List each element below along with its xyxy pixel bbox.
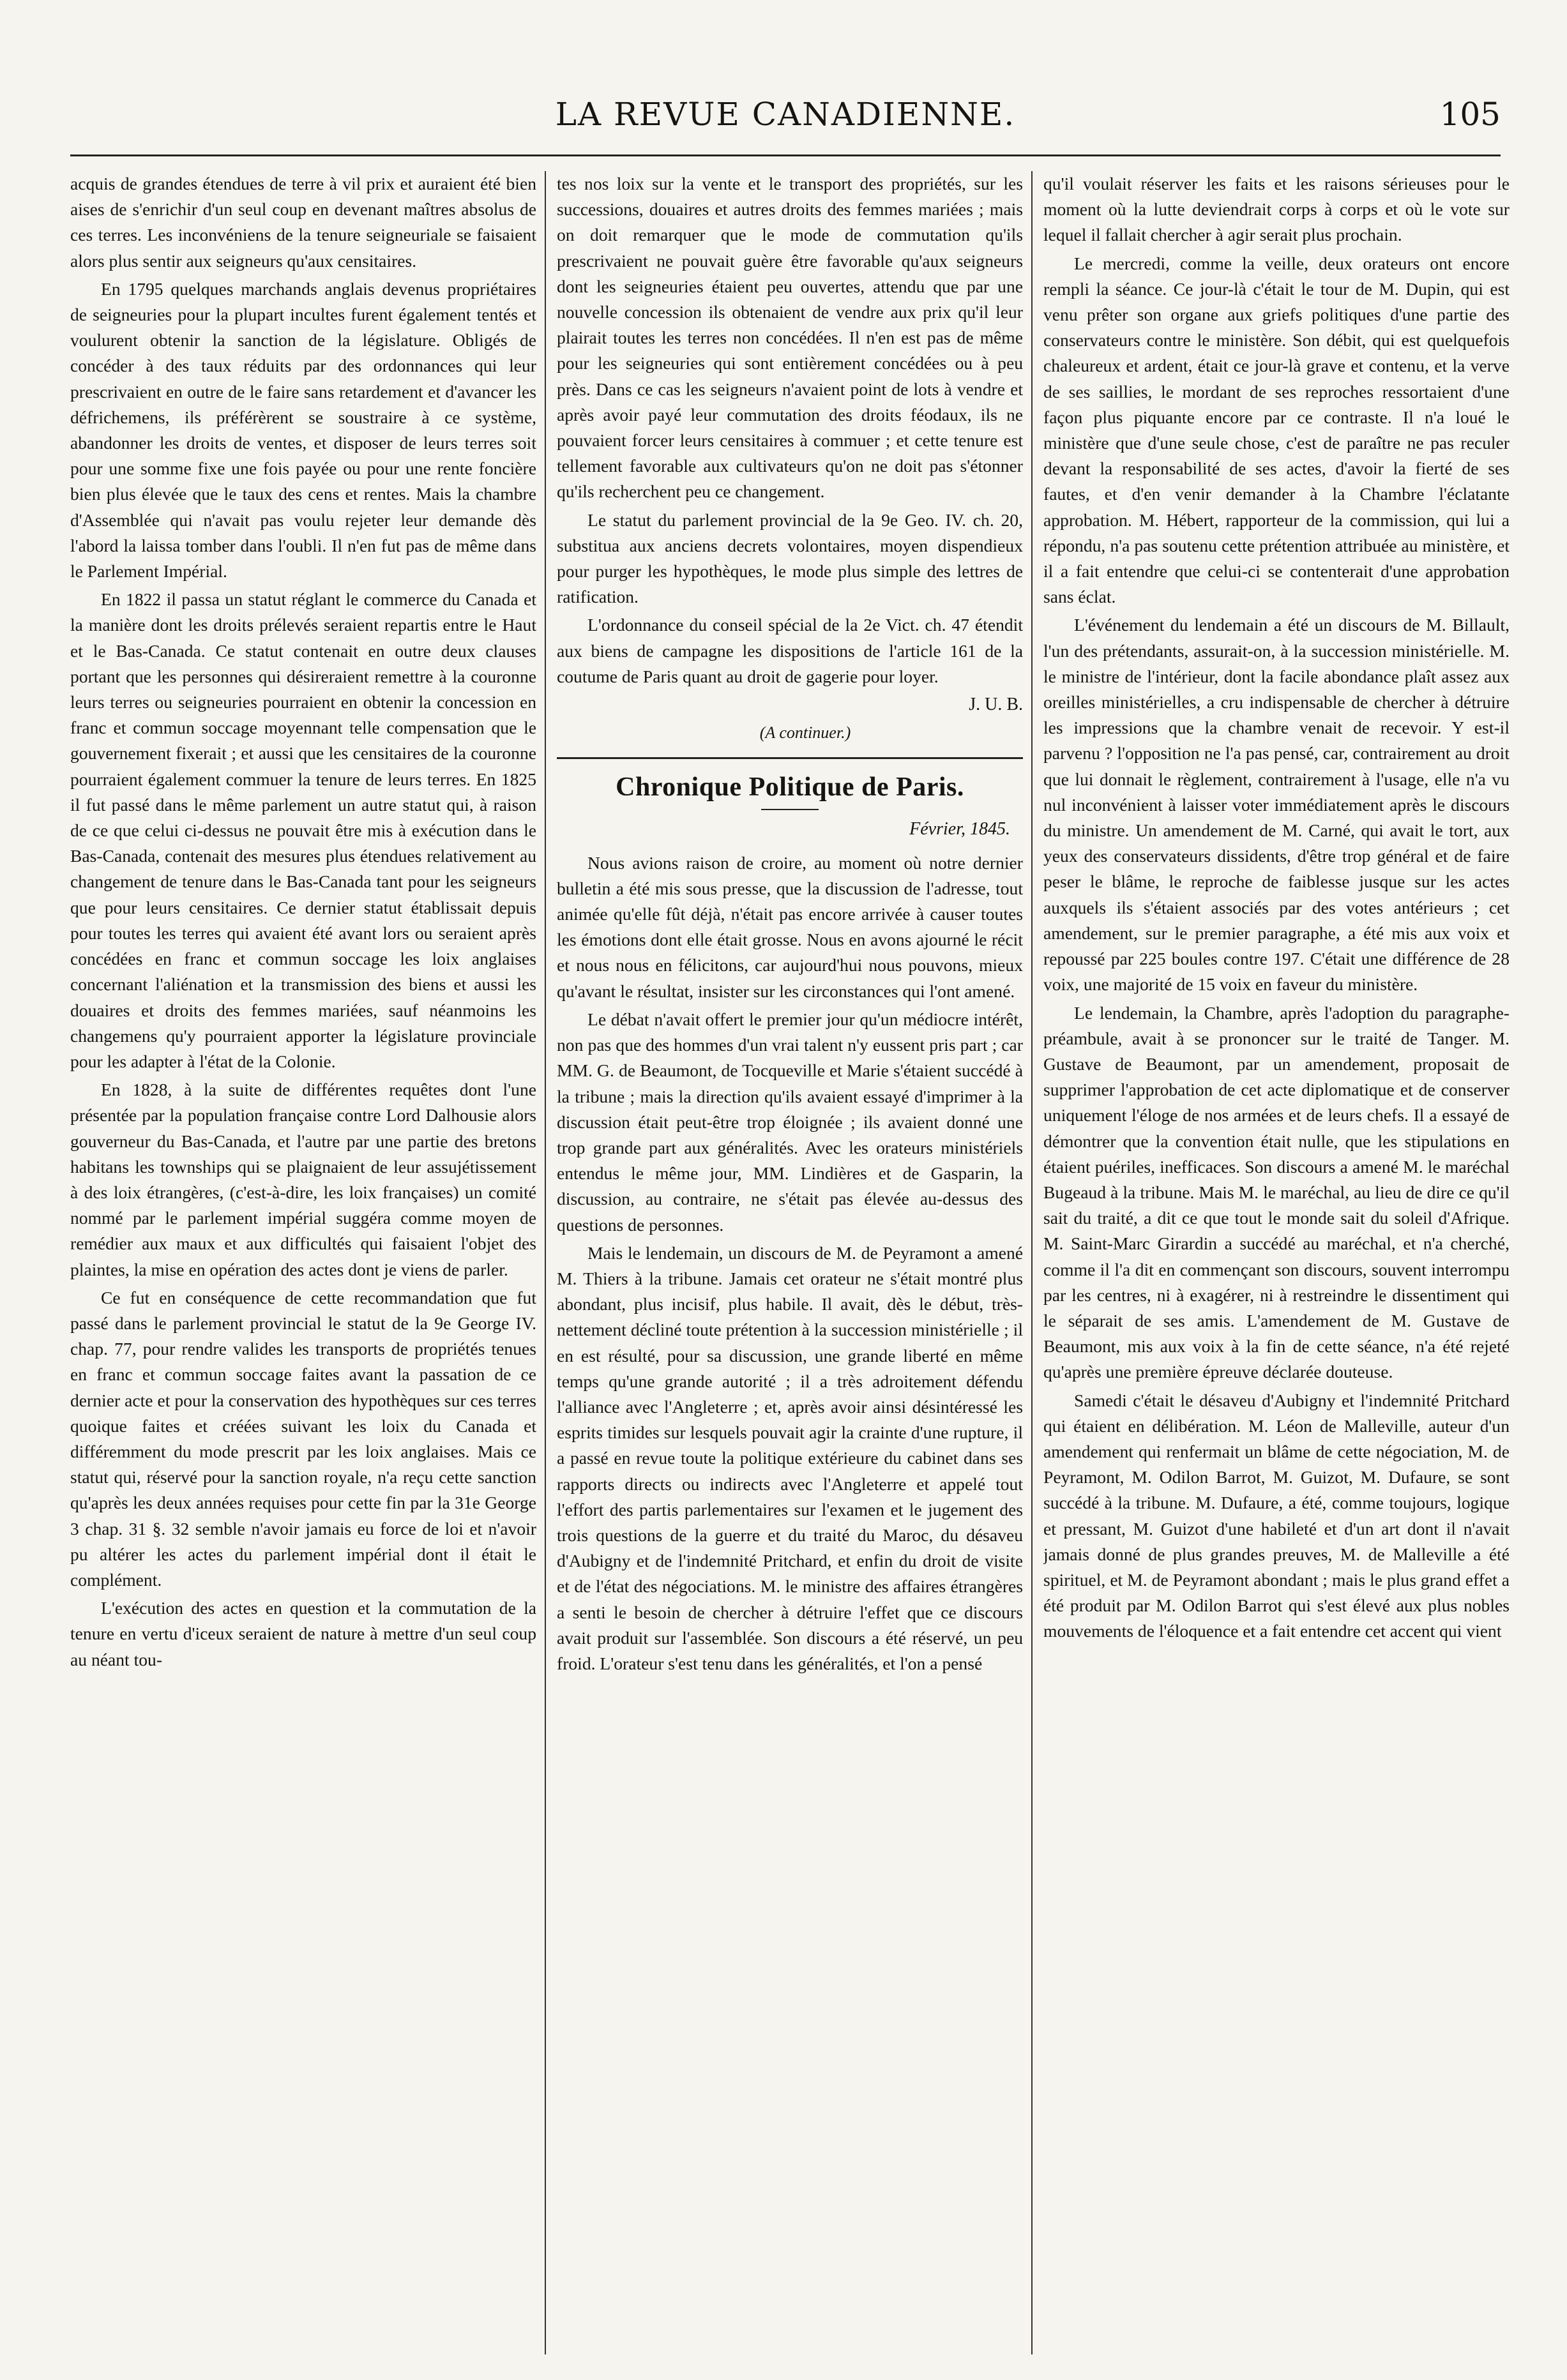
continued-note: (A continuer.)	[759, 723, 851, 742]
article-paragraph: L'exécution des actes en question et la commutation de la tenure en vertu d'iceux seraient de nature à mettre d'un seul coup au néant tou-	[70, 1598, 536, 1669]
page-number: 105	[1439, 96, 1501, 133]
dateline: Février, 1845.	[909, 819, 1010, 840]
article-paragraph: En 1822 il passa un statut réglant le commerce du Canada et la manière dont les droits prélevés seraient repartis entre le Haut et le Bas-Canada. Ce statut contenait en outre deux clauses portant que les personnes qui désireraient remettre à la couronne leurs terres ou seigneuries pourraient en obtenir la concession en franc et commun soccage moyennant telle compensation que le gouvernement fixerait ; et aussi que les censitaires de la couronne pourraient également commuer la tenure de leurs terres. En 1825 il fut passé dans le même parlement un autre statut qui, à raison de ce que celui ci-dessus ne pouvait être mis à exécution dans le Bas-Canada, contenait des mesures plus étendues relativement au changement de tenure dans le Bas-Canada tant pour les seigneurs que pour leurs censitaires. Ce dernier statut établissait depuis pour toutes les terres qui avaient été avant lors ou seraient après concédées en franc et commun soccage les loix anglaises concernant l'aliénation et la transmission des biens et aussi les douaires et droits des femmes mariées, sauf néanmoins les changemens qu'y pourraient apporter la législature provinciale pour les adapter à l'état de la Colonie.	[70, 589, 536, 1071]
article-paragraph: Le statut du parlement provincial de la 9e Geo. IV. ch. 20, substitua aux anciens decrets volontaires, moyen dispendieux pour purger les hypothèques, le mode plus simple des lettres de ratification.	[557, 509, 1023, 607]
header-rule	[70, 154, 1501, 156]
running-head	[70, 96, 1501, 140]
article-paragraph: Le lendemain, la Chambre, après l'adoption du paragraphe-préambule, avait à se prononcer sur le traité de Tanger. M. Gustave de Beaumont, par un amendement, proposait de supprimer l'approbation de cet acte diplomatique et de conserver uniquement l'éloge de nos armées et de leurs chefs. Il a essayé de démontrer que la convention était nulle, que les stipulations en étaient puériles, inefficaces. Son discours a amené M. le maréchal Bugeaud à la tribune. Mais M. le maréchal, au lieu de dire ce qu'il sait du traité, a dit ce que tout le monde sait du soleil d'Afrique. M. Saint-Marc Girardin a succédé au maréchal, et n'a cherché, comme il l'a dit en commençant son discours, souvent interrompu par les centres, ni à exagérer, ni à restreindre le dissentiment qui le séparait de ses amis. L'amendement de M. Gustave de Beaumont, mis aux voix à la fin de cette séance, n'a été rejeté qu'après une première épreuve déclarée douteuse.	[1043, 1002, 1510, 1382]
section-title: Chronique Politique de Paris.	[616, 772, 964, 802]
column-divider	[545, 171, 546, 2354]
article-paragraph: En 1828, à la suite de différentes requêtes dont l'une présentée par la population française contre Lord Dalhousie alors gouverneur du Bas-Canada, et l'autre par une partie des bretons habitans les townships qui se plaignaient de leur assujétissement à des loix étrangères, (c'est-à-dire, les loix françaises) un comité nommé par le parlement impérial suggéra comme moyen de remédier aux maux et aux difficultés qui faisaient l'objet des plaintes, la mise en opération des actes dont je viens de parler.	[70, 1080, 536, 1279]
title-rule	[761, 809, 819, 810]
article-paragraph: L'ordonnance du conseil spécial de la 2e Vict. ch. 47 étendit aux biens de campagne les dispositions de l'article 161 de la coutume de Paris quant au droit de gagerie pour loyer.	[557, 615, 1023, 686]
article-paragraph: En 1795 quelques marchands anglais devenus propriétaires de seigneuries pour la plupart incultes furent également tentés et voulurent obtenir la sanction de la législature. Obligés de concéder à des taux réduits par des ordonnances qui leur prescrivaient en outre de le faire sans retardement et d'avancer les défrichemens, ils préférèrent se soustraire à ce système, abandonner les droits de ventes, et disposer de leurs terres soit pour une somme fixe une fois payée ou pour une rente foncière bien plus élevée que le taux des cens et rentes. Mais la chambre d'Assemblée qui n'avait pas voulu rejeter leur demande dès l'abord la laissa tomber dans l'oubli. Il n'en fut pas de même dans le Parlement Impérial.	[70, 278, 536, 582]
column-3	[1043, 171, 1510, 2354]
article-paragraph: Samedi c'était le désaveu d'Aubigny et l'indemnité Pritchard qui étaient en délibération. M. Léon de Malleville, auteur d'un amendement qui renfermait un blâme de cette négociation, M. de Peyramont, M. Odilon Barrot, M. Guizot, M. Dufaure, se sont succédé à la tribune. M. Dufaure, a été, comme toujours, logique et pressant, M. Guizot d'une habileté et d'un art dont il n'avait jamais donné de plus grandes preuves, M. de Malleville a été spirituel, et M. de Peyramont abondant ; mais le plus grand effet a été produit par M. Odilon Barrot qui s'est élevé aux plus nobles mouvements de l'éloquence et a fait entendre cet accent qui vient	[1043, 1390, 1510, 1641]
article-paragraph: Le mercredi, comme la veille, deux orateurs ont encore rempli la séance. Ce jour-là c'était le tour de M. Dupin, qui est venu prêter son organe aux griefs politiques d'une partie des conservateurs contre le ministère. Son débit, qui est quelquefois chaleureux et ardent, était ce jour-là grave et contenu, et la verve de ses saillies, le mordant de ses reproches ressortaient d'une façon plus piquante encore par ce contraste. Il n'a loué le ministère que d'une seule chose, c'est de paraître ne pas reculer devant la responsabilité de ses actes, d'avoir la fierté de ses fautes, et d'en venir demander à la Chambre l'éclatante approbation. M. Hébert, rapporteur de la commission, qui lui a répondu, n'a pas soutenu cette prétention attribuée au ministère, et il a fait entendre que celui-ci se contenterait d'une approbation sans éclat.	[1043, 253, 1510, 607]
author-signature: J. U. B.	[969, 695, 1023, 715]
article-paragraph: Ce fut en conséquence de cette recommandation que fut passé dans le parlement provincial le statut de la 9e George IV. chap. 77, pour rendre valides les transports de propriétés tenues en franc et commun soccage faites avant la passation de ce dernier acte et pour la conservation des hypothèques sur ces terres quoique faites et créées suivant les loix du Canada et différemment du mode prescrit par les loix anglaises. Mais ce statut qui, réservé pour la sanction royale, n'a reçu cette sanction qu'après les deux années requises pour cette fin par la 31e George 3 chap. 31 §. 32 semble n'avoir jamais eu force de loi et n'avoir pu altérer les actes du parlement impérial dont il était le complément.	[70, 1287, 536, 1590]
section-rule	[557, 757, 1023, 759]
article-paragraph: Mais le lendemain, un discours de M. de Peyramont a amené M. Thiers à la tribune. Jamais cet orateur ne s'était montré plus abondant, plus incisif, plus habile. Il avait, dès le début, très-nettement décliné toute prétention à la succession ministérielle ; il en est résulté, pour sa discussion, une grande liberté en même temps qu'une grande autorité ; il a très adroitement défendu l'alliance avec l'Angleterre ; et, après avoir ainsi désintéressé les esprits timides sur lesquels pouvait agir la crainte d'une rupture, il a passé en revue toute la politique extérieure du cabinet dans ses rapports directs ou indirects avec l'Angleterre et appelé tout l'effort des partis parlementaires sur l'examen et le jugement des trois questions de la guerre et du traité du Maroc, du désaveu d'Aubigny et de l'indemnité Pritchard, et enfin du droit de visite et de l'état des négociations. M. le ministre des affaires étrangères a senti le besoin de chercher à détruire l'effet que ce discours avait produit sur l'assemblée. Son discours a été réservé, un peu froid. L'orateur s'est tenu dans les généralités, et l'on a pensé	[557, 1242, 1023, 1673]
article-paragraph: L'événement du lendemain a été un discours de M. Billault, l'un des prétendants, assurait-on, à la succession ministérielle. M. le ministre de l'intérieur, dont la facile abondance plaît assez aux oreilles ministérielles, a cru indispensable de chercher à détruire les impressions que la chambre venait de recevoir. Y est-il parvenu ? l'opposition ne l'a pas pensé, car, contrairement au droit que lui donnait le règlement, contrairement à l'usage, elle n'a vu nul inconvénient à laisser voter immédiatement après le discours du ministre. Un amendement de M. Carné, qui avait le tort, aux yeux des conservateurs dissidents, d'être trop général et de faire peser le blâme, le reproche de faiblesse jusque sur les actes auxquels ils s'étaient associés par des votes antérieurs ; cet amendement, sur le premier paragraphe, a été mis aux voix et repoussé par 225 boules contre 197. C'était une différence de 28 voix, une majorité de 15 voix en faveur du ministère.	[1043, 615, 1510, 995]
column-divider	[1031, 171, 1033, 2354]
article-paragraph: acquis de grandes étendues de terre à vil prix et auraient été bien aises de s'enrichir d'un seul coup en devenant maîtres absolus de ces terres. Les inconvéniens de la tenure seigneuriale se faisaient alors plus sentir aux seigneurs qu'aux censitaires.	[70, 174, 536, 271]
column-1	[70, 171, 536, 2354]
article-paragraph: Le débat n'avait offert le premier jour qu'un médiocre intérêt, non pas que des hommes d'un vrai talent n'y eussent pris part ; car MM. G. de Beaumont, de Tocqueville et Marie s'étaient succédé à la tribune ; mais la direction qu'ils avaient essayé d'imprimer à la discussion était peut-être trop éloignée ; ils avaient donné une trop grande part aux généralités. Avec les orateurs ministériels entendus le même jour, MM. Lindières et de Gasparin, la discussion, au contraire, ne s'était pas élevée au-dessus des questions de personnes.	[557, 1009, 1023, 1235]
article-paragraph: Nous avions raison de croire, au moment où notre dernier bulletin a été mis sous presse, que la discussion de l'adresse, tout animée qu'elle fût déjà, n'était pas encore arrivée à causer toutes les émotions dont elle était grosse. Nous en avons ajourné le récit et nous nous en félicitons, car aujourd'hui nous pouvons, mieux qu'avant le résultat, insister sur les circonstances qui l'ont amené.	[557, 852, 1023, 1001]
article-paragraph: tes nos loix sur la vente et le transport des propriétés, sur les successions, douaires et autres droits des femmes mariées ; mais on doit remarquer que le mode de commutation qu'ils prescrivaient ne pouvait guère être favorable qu'aux seigneurs dont les seigneuries étaient peu ouvertes, attendu que par une nouvelle concession ils obtenaient de vendre aux prix qu'il leur plairait toutes les terres non concédées. Il n'en est pas de même pour les seigneuries qui sont entièrement concédées ou à peu près. Dans ce cas les seigneurs n'avaient point de lots à vendre et après avoir payé leur commutation des droits féodaux, ils ne pouvaient forcer leurs censitaires à commuer ; et cette tenure est tellement favorable aux cultivateurs qu'on ne doit pas s'étonner qu'ils recherchent peu ce changement.	[557, 174, 1023, 502]
column-2	[557, 171, 1023, 2354]
article-paragraph: qu'il voulait réserver les faits et les raisons sérieuses pour le moment où la lutte deviendrait corps à corps et où le vote sur lequel il fallait chercher à agir serait plus prochain.	[1043, 174, 1510, 245]
publication-title: LA REVUE CANADIENNE.	[555, 96, 1016, 133]
